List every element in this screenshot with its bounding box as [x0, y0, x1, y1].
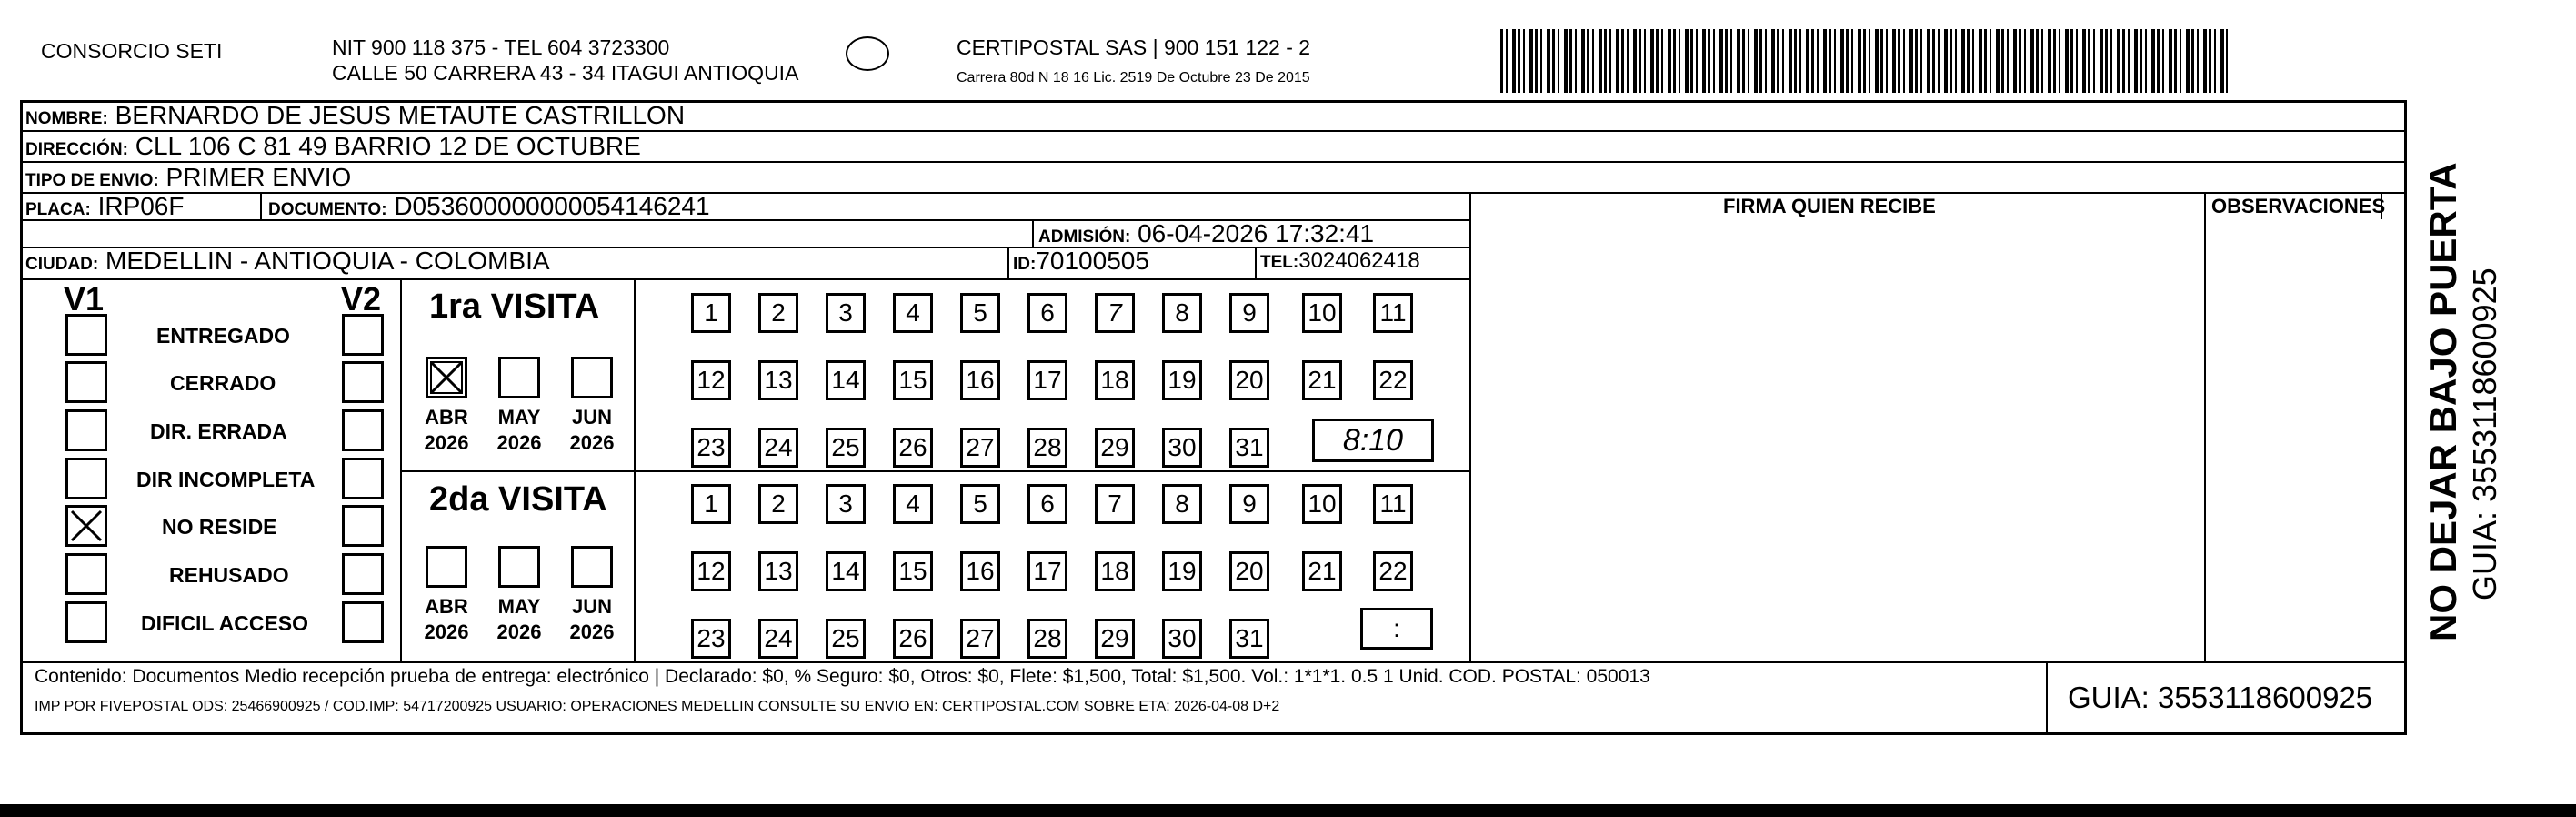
v2-label: V2: [341, 280, 382, 318]
status-cerrado: CERRADO: [170, 371, 276, 395]
day-box[interactable]: 20: [1229, 360, 1269, 400]
day-box[interactable]: 16: [960, 551, 1000, 591]
ciudad-label: CIUDAD:: [25, 255, 99, 274]
day-box[interactable]: 21: [1302, 551, 1342, 591]
day-box[interactable]: 15: [893, 360, 933, 400]
day-box[interactable]: 26: [893, 428, 933, 468]
day-box[interactable]: 10: [1302, 484, 1342, 524]
status-dificil-acceso: DIFICIL ACCESO: [141, 611, 309, 635]
status-dir-incompleta: DIR INCOMPLETA: [136, 468, 316, 491]
day-box[interactable]: 19: [1162, 360, 1202, 400]
day-box[interactable]: 4: [893, 484, 933, 524]
day-box[interactable]: 18: [1095, 360, 1135, 400]
certipostal-logo: [846, 36, 889, 71]
second-year-jun: 2026: [569, 620, 615, 643]
day-box[interactable]: 23: [691, 619, 731, 659]
side-guia: GUIA: 3553118600925: [2466, 267, 2503, 600]
placa-label: PLACA:: [25, 200, 91, 219]
day-box[interactable]: 7: [1095, 484, 1135, 524]
second-year-may: 2026: [496, 620, 542, 643]
first-month-abr: ABR: [425, 406, 468, 429]
firma-header: FIRMA QUIEN RECIBE: [1723, 195, 1936, 217]
day-box[interactable]: 9: [1229, 293, 1269, 333]
day-box[interactable]: 22: [1373, 551, 1413, 591]
day-box[interactable]: 4: [893, 293, 933, 333]
day-box[interactable]: 16: [960, 360, 1000, 400]
day-box[interactable]: 17: [1027, 551, 1067, 591]
first-month-may: MAY: [497, 406, 541, 429]
day-box[interactable]: 24: [758, 428, 798, 468]
x-mark-icon: [428, 359, 465, 396]
day-box[interactable]: 28: [1027, 428, 1067, 468]
day-box[interactable]: 10: [1302, 293, 1342, 333]
day-box[interactable]: 15: [893, 551, 933, 591]
day-box[interactable]: 2: [758, 484, 798, 524]
first-year-jun: 2026: [569, 431, 615, 454]
v2-checkbox-dificil-acceso[interactable]: [342, 601, 384, 643]
side-warning: NO DEJAR BAJO PUERTA: [2421, 162, 2464, 641]
day-box[interactable]: 21: [1302, 360, 1342, 400]
company-name: CONSORCIO SETI: [41, 39, 223, 63]
day-box[interactable]: 23: [691, 428, 731, 468]
admision-value: 06-04-2026 17:32:41: [1138, 219, 1375, 247]
second-month-abr: ABR: [425, 595, 468, 618]
day-box[interactable]: 25: [826, 619, 866, 659]
documento-label: DOCUMENTO:: [268, 200, 387, 219]
footer-guia: GUIA: 3553118600925: [2068, 681, 2373, 714]
v2-checkbox-cerrado[interactable]: [342, 361, 384, 403]
nombre-value: BERNARDO DE JESUS METAUTE CASTRILLON: [115, 101, 686, 129]
day-box[interactable]: 26: [893, 619, 933, 659]
day-box[interactable]: 1: [691, 293, 731, 333]
v2-checkbox-entregado[interactable]: [342, 314, 384, 356]
footer-content-line: Contenido: Documentos Medio recepción prueba de entrega: electrónico | Declarado: $0, % Seguro: $0, Otros: $0, Flete: $1,500, Total: $1,500. Vol.: 1*1*1. 0.5 1 Unid. COD. POSTAL: 050013: [35, 666, 1650, 687]
day-box[interactable]: 29: [1095, 619, 1135, 659]
second-month-may-box[interactable]: [498, 546, 540, 588]
nit-line: NIT 900 118 375 - TEL 604 3723300: [332, 35, 670, 59]
tel-label: TEL:: [1260, 253, 1299, 272]
day-box[interactable]: 22: [1373, 360, 1413, 400]
first-month-abr-box[interactable]: [426, 357, 467, 398]
direccion-value: CLL 106 C 81 49 BARRIO 12 DE OCTUBRE: [135, 132, 641, 160]
barcode: [1500, 29, 2228, 93]
day-box[interactable]: 3: [826, 293, 866, 333]
v2-checkbox-dir-incompleta[interactable]: [342, 458, 384, 499]
tel-value: 3024062418: [1298, 248, 1420, 273]
v1-checkbox-cerrado[interactable]: [65, 361, 107, 403]
direccion-label: DIRECCIÓN:: [25, 140, 128, 159]
day-box[interactable]: 1: [691, 484, 731, 524]
second-year-abr: 2026: [424, 620, 469, 643]
v1-checkbox-dificil-acceso[interactable]: [65, 601, 107, 643]
day-box[interactable]: 11: [1373, 484, 1413, 524]
status-entregado: ENTREGADO: [156, 324, 290, 348]
day-box[interactable]: 6: [1027, 293, 1067, 333]
day-box[interactable]: 13: [758, 551, 798, 591]
v1-label: V1: [64, 280, 105, 318]
day-box[interactable]: 30: [1162, 619, 1202, 659]
documento-value: D053600000000054146241: [394, 192, 710, 220]
admision-label: ADMISIÓN:: [1038, 227, 1131, 247]
day-box[interactable]: 13: [758, 360, 798, 400]
first-month-jun-box[interactable]: [571, 357, 613, 398]
first-month-jun: JUN: [571, 406, 612, 429]
status-no-reside: NO RESIDE: [162, 515, 277, 539]
id-label: ID:: [1013, 255, 1037, 274]
day-box[interactable]: 14: [826, 551, 866, 591]
day-box[interactable]: 31: [1229, 619, 1269, 659]
day-box[interactable]: 8: [1162, 484, 1202, 524]
day-box[interactable]: 3: [826, 484, 866, 524]
v1-checkbox-no-reside[interactable]: [65, 505, 107, 547]
day-box[interactable]: 27: [960, 619, 1000, 659]
day-box[interactable]: 7: [1095, 293, 1135, 333]
v2-checkbox-dir-errada[interactable]: [342, 409, 384, 451]
day-box[interactable]: 19: [1162, 551, 1202, 591]
day-box[interactable]: 5: [960, 484, 1000, 524]
day-box[interactable]: 30: [1162, 428, 1202, 468]
day-box[interactable]: 25: [826, 428, 866, 468]
second-visit-time[interactable]: :: [1360, 608, 1433, 650]
nombre-label: NOMBRE:: [25, 109, 108, 128]
second-month-jun-box[interactable]: [571, 546, 613, 588]
bottom-bar: [0, 804, 2576, 817]
day-box[interactable]: 24: [758, 619, 798, 659]
v2-checkbox-no-reside[interactable]: [342, 505, 384, 547]
day-box[interactable]: 11: [1373, 293, 1413, 333]
day-box[interactable]: 27: [960, 428, 1000, 468]
certipostal-line: CERTIPOSTAL SAS | 900 151 122 - 2: [957, 35, 1311, 59]
observaciones-header: OBSERVACIONES: [2211, 195, 2386, 217]
tipo-envio-label: TIPO DE ENVIO:: [25, 171, 159, 190]
day-box[interactable]: 8: [1162, 293, 1202, 333]
v2-checkbox-rehusado[interactable]: [342, 553, 384, 595]
v1-checkbox-rehusado[interactable]: [65, 553, 107, 595]
day-box[interactable]: 31: [1229, 428, 1269, 468]
status-dir-errada: DIR. ERRADA: [150, 419, 287, 443]
day-box[interactable]: 6: [1027, 484, 1067, 524]
first-year-abr: 2026: [424, 431, 469, 454]
day-box[interactable]: 18: [1095, 551, 1135, 591]
footer-imp-line: IMP POR FIVEPOSTAL ODS: 25466900925 / COD.IMP: 54717200925 USUARIO: OPERACIONES MEDELLIN CONSULTE SU ENVIO EN: CERTIPOSTAL.COM SOBRE ETA: 2026-04-08 D+2: [35, 699, 1280, 714]
address-line: CALLE 50 CARRERA 43 - 34 ITAGUI ANTIOQUIA: [332, 61, 799, 85]
day-box[interactable]: 17: [1027, 360, 1067, 400]
v1-checkbox-entregado[interactable]: [65, 314, 107, 356]
placa-value: IRP06F: [97, 192, 185, 220]
v1-checkbox-dir-errada[interactable]: [65, 409, 107, 451]
second-month-jun: JUN: [571, 595, 612, 618]
certipostal-address: Carrera 80d N 18 16 Lic. 2519 De Octubre 23 De 2015: [957, 70, 1310, 86]
tipo-envio-value: PRIMER ENVIO: [165, 163, 352, 191]
id-value: 70100505: [1036, 247, 1149, 275]
day-box[interactable]: 29: [1095, 428, 1135, 468]
second-month-may: MAY: [497, 595, 541, 618]
day-box[interactable]: 5: [960, 293, 1000, 333]
second-visit-title: 2da VISITA: [429, 480, 607, 519]
first-visit-title: 1ra VISITA: [429, 287, 600, 326]
ciudad-value: MEDELLIN - ANTIOQUIA - COLOMBIA: [105, 247, 550, 275]
first-visit-time[interactable]: 8:10: [1312, 419, 1434, 462]
day-box[interactable]: 12: [691, 551, 731, 591]
day-box[interactable]: 14: [826, 360, 866, 400]
v1-checkbox-dir-incompleta[interactable]: [65, 458, 107, 499]
first-year-may: 2026: [496, 431, 542, 454]
day-box[interactable]: 9: [1229, 484, 1269, 524]
day-box[interactable]: 12: [691, 360, 731, 400]
first-month-may-box[interactable]: [498, 357, 540, 398]
day-box[interactable]: 28: [1027, 619, 1067, 659]
day-box[interactable]: 20: [1229, 551, 1269, 591]
x-mark-icon: [68, 508, 105, 544]
status-rehusado: REHUSADO: [169, 563, 289, 587]
day-box[interactable]: 2: [758, 293, 798, 333]
second-month-abr-box[interactable]: [426, 546, 467, 588]
